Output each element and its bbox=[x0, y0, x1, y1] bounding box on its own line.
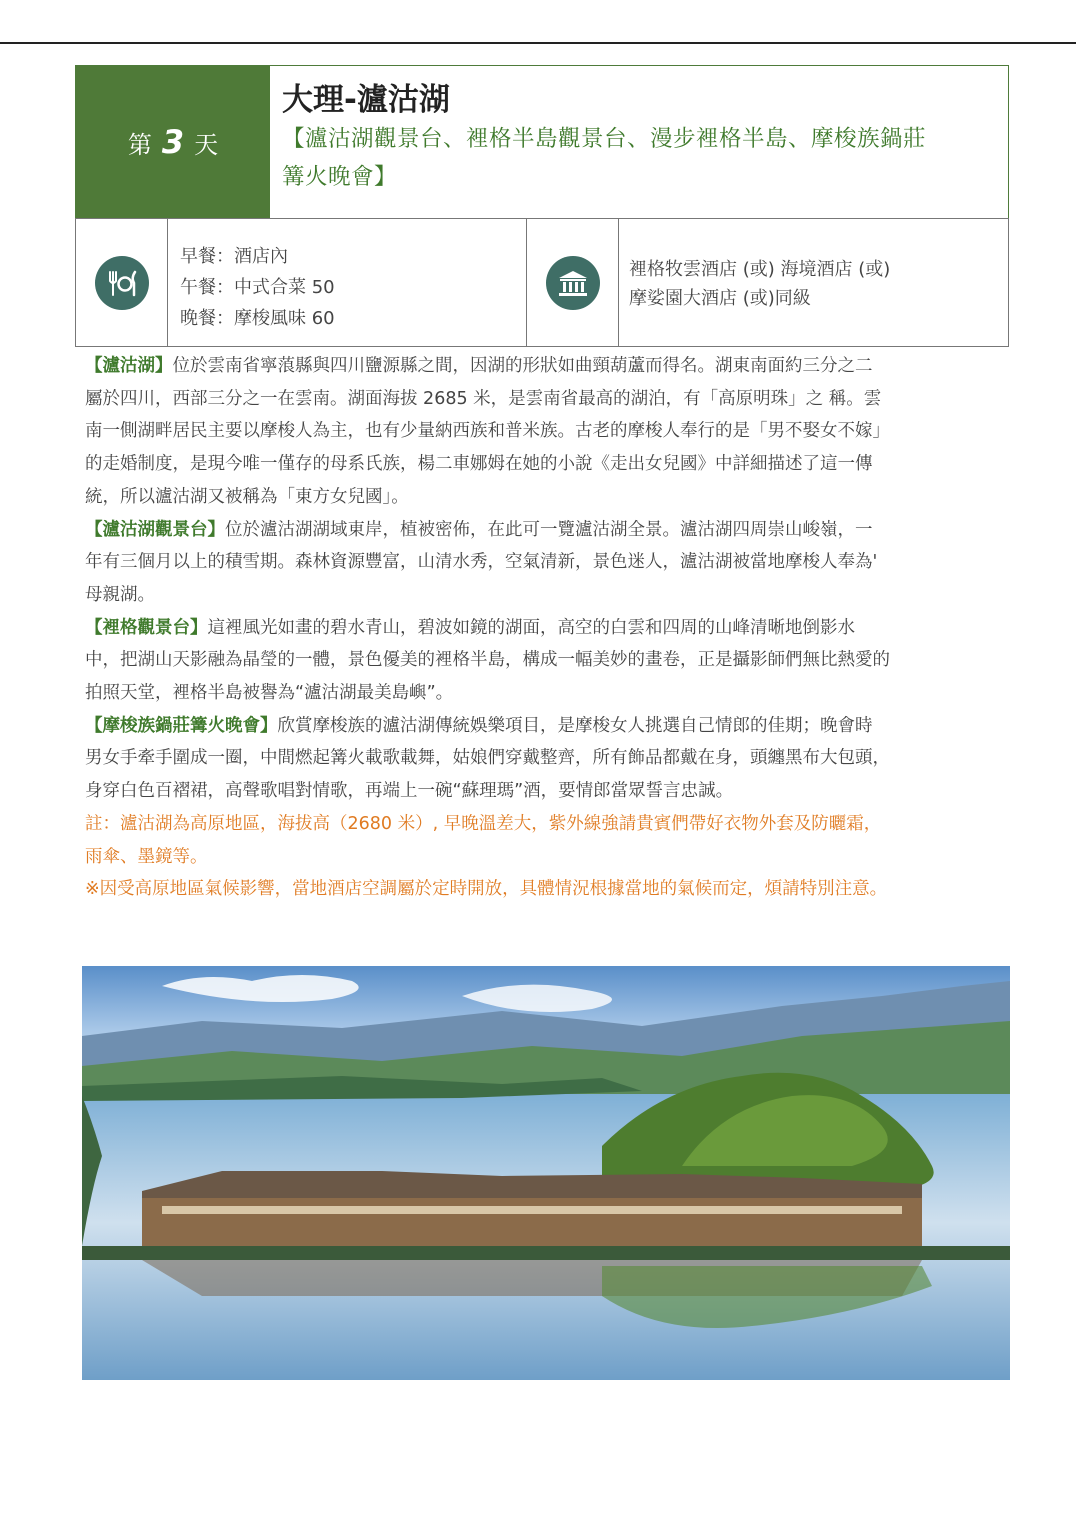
meals-hotel-row bbox=[75, 218, 1009, 347]
meal-dinner: 晚餐：摩梭風味 60 bbox=[180, 308, 335, 329]
altitude-note-line1: 註：瀘沽湖為高原地區，海拔高（2680 米）, 早晚溫差大，紫外線強請貴賓們帶好衣物外套及防曬霜， bbox=[85, 813, 882, 834]
section-lugu-lake-line5: 統，所以瀘沽湖又被稱為「東方女兒國」。 bbox=[85, 486, 409, 507]
meals-list bbox=[168, 219, 526, 346]
dining-icon-cell bbox=[76, 219, 168, 346]
day-subtitle-line1: 【瀘沽湖觀景台、裡格半島觀景台、漫步裡格半島、摩梭族鍋莊 bbox=[282, 126, 927, 152]
section-lige-deck-line2: 中，把湖山天影融為晶瑩的一體，景色優美的裡格半島，構成一幅美妙的畫卷，正是攝影師們無比熱愛的 bbox=[85, 650, 890, 671]
day-suffix: 天 bbox=[194, 130, 219, 159]
hotel-building-icon bbox=[546, 256, 600, 310]
air-conditioning-note: ※因受高原地區氣候影響，當地酒店空調屬於定時開放，具體情況根據當地的氣候而定，煩請特別注意。 bbox=[85, 879, 888, 900]
meal-lunch: 午餐：中式合菜 50 bbox=[180, 277, 335, 298]
section-bonfire-line3: 身穿白色百褶裙，高聲歌唱對情歌，再端上一碗“蘇理瑪”酒，要情郎當眾誓言忠誠。 bbox=[85, 781, 734, 802]
section-bonfire-line2: 男女手牽手圍成一圈，中間燃起篝火載歌載舞，姑娘們穿戴整齊，所有飾品都戴在身，頭纏黑布大包頭， bbox=[85, 748, 890, 769]
section-lige-deck-line3: 拍照天堂，裡格半島被譽為“瀘沽湖最美島嶼”。 bbox=[85, 683, 454, 704]
section-heading: 【裡格觀景台】 bbox=[85, 617, 208, 638]
section-lige-deck-line1: 【裡格觀景台】這裡風光如畫的碧水青山，碧波如鏡的湖面，高空的白雲和四周的山峰清晰地倒影水 bbox=[85, 617, 855, 638]
day-badge bbox=[76, 66, 270, 218]
day-number: 3 bbox=[161, 123, 185, 161]
section-lugu-lake-line2: 屬於四川，西部三分之一在雲南。湖面海拔 2685 米，是雲南省最高的湖泊，有「高原明珠」之 稱。雲 bbox=[85, 388, 882, 409]
lugu-lake-photo bbox=[82, 966, 1010, 1380]
section-heading: 【瀘沽湖】 bbox=[85, 356, 173, 376]
day-subtitle-line2: 篝火晚會】 bbox=[282, 164, 398, 190]
top-rule bbox=[0, 42, 1076, 44]
altitude-note-line2: 雨傘、墨鏡等。 bbox=[85, 846, 208, 867]
day-header bbox=[75, 65, 1009, 219]
dining-icon bbox=[95, 256, 149, 310]
hotel-line1: 裡格牧雲酒店 (或) 海境酒店 (或) bbox=[629, 259, 891, 280]
hotel-list bbox=[619, 219, 1008, 346]
section-lugu-lake-line3: 南一側湖畔居民主要以摩梭人為主，也有少量納西族和普米族。古老的摩梭人奉行的是「男不娶女不嫁」 bbox=[85, 421, 890, 442]
day-prefix: 第 bbox=[127, 130, 152, 159]
section-observation-deck-line3: 母親湖。 bbox=[85, 584, 155, 605]
section-bonfire-line1: 【摩梭族鍋莊篝火晚會】欣賞摩梭族的瀘沽湖傳統娛樂項目，是摩梭女人挑選自己情郎的佳期；晚會時 bbox=[85, 715, 873, 736]
section-heading: 【摩梭族鍋莊篝火晚會】 bbox=[85, 715, 278, 736]
itinerary-description bbox=[85, 350, 1005, 906]
hotel-icon-cell bbox=[526, 219, 619, 346]
day-title: 大理-瀘沽湖 bbox=[282, 82, 450, 118]
section-lugu-lake-line1: 【瀘沽湖】位於雲南省寧蒗縣與四川鹽源縣之間，因湖的形狀如曲頸葫蘆而得名。湖東南面約三分之二 bbox=[85, 356, 873, 376]
section-lugu-lake-line4: 的走婚制度，是現今唯一僅存的母系氏族，楊二車娜姆在她的小說《走出女兒國》中詳細描述了這一傳 bbox=[85, 454, 873, 475]
hotel-line2: 摩娑園大酒店 (或)同級 bbox=[629, 288, 811, 309]
section-heading: 【瀘沽湖觀景台】 bbox=[85, 519, 225, 540]
section-observation-deck-line2: 年有三個月以上的積雪期。森林資源豐富，山清水秀，空氣清新，景色迷人，瀘沽湖被當地摩梭人奉為' bbox=[85, 552, 878, 573]
day-titles bbox=[270, 66, 1008, 218]
meal-breakfast: 早餐：酒店內 bbox=[180, 246, 288, 267]
section-observation-deck-line1: 【瀘沽湖觀景台】位於瀘沽湖湖域東岸，植被密佈，在此可一覽瀘沽湖全景。瀘沽湖四周崇山峻嶺，一 bbox=[85, 519, 873, 540]
